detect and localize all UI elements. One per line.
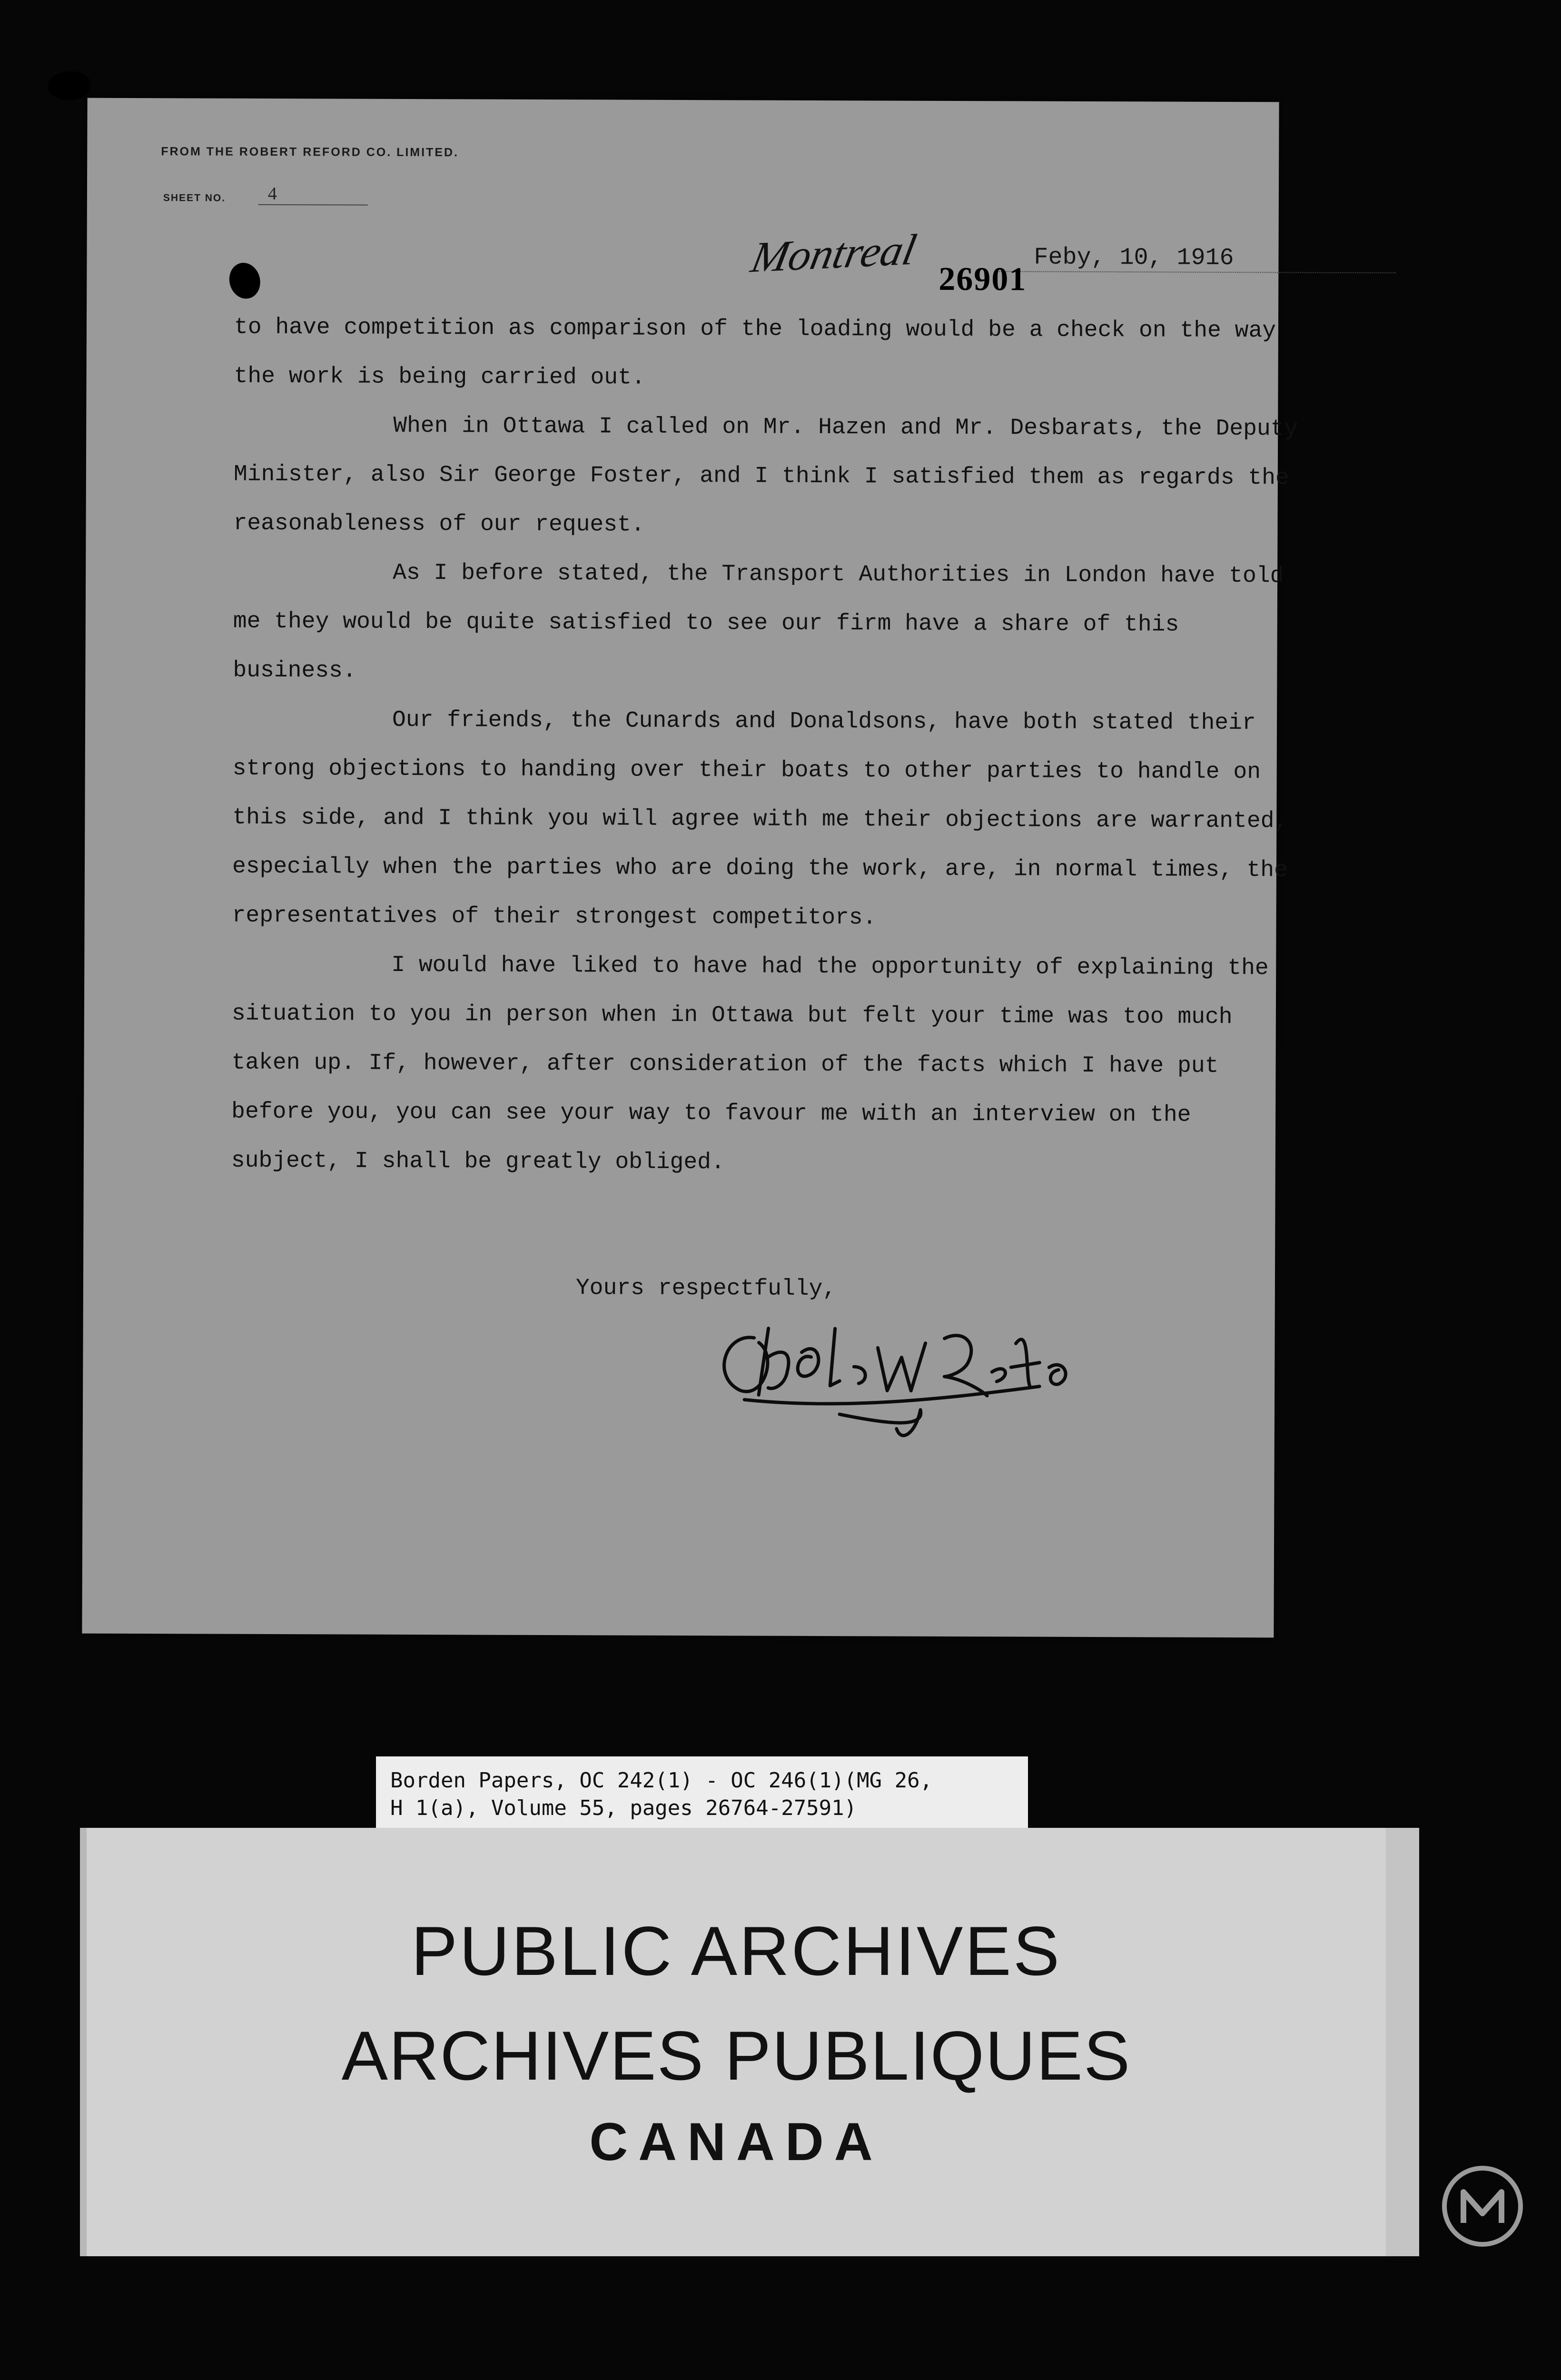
- paragraph-5: I would have liked to have had the opportunity of explaining the situation to you in person when in Ottawa but felt your time was too much taken up. If, however, after consideration of the facts which I have put before you, you can see your way to favour me with an interview on the subject, I shall be greatly obliged.: [231, 952, 1269, 1176]
- letterhead-firm: FROM THE ROBERT REFORD CO. LIMITED.: [161, 145, 459, 159]
- microfilm-logo-icon: [1437, 2161, 1528, 2251]
- sheet-number: 4: [258, 183, 368, 206]
- archive-card: [80, 1828, 1419, 2256]
- archive-stamp: 26901: [939, 260, 1027, 298]
- archive-card-line-1: PUBLIC ARCHIVES: [411, 1912, 1062, 1990]
- letter-page: [82, 98, 1298, 1638]
- archive-card-line-2: ARCHIVES PUBLIQUES: [341, 2017, 1131, 2094]
- reference-label: [376, 1756, 1028, 1833]
- paragraph-2: When in Ottawa I called on Mr. Hazen and Mr. Desbarats, the Deputy Minister, also Sir George Foster, and I think I satisfied them as regards the reasonableness of our request.: [233, 413, 1298, 538]
- letter-date: Feby, 10, 1916: [996, 244, 1395, 273]
- closing: Yours respectfully,: [575, 1275, 837, 1302]
- place-name: Montreal: [747, 225, 920, 282]
- paragraph-3: As I before stated, the Transport Authorities in London have told me they would be quite satisfied to see our firm have a share of this business.: [233, 560, 1284, 684]
- paragraph-1: to have competition as comparison of the loading would be a check on the way the work is being carried out.: [234, 314, 1276, 391]
- reference-line-1: Borden Papers, OC 242(1) - OC 246(1)(MG 26,: [390, 1768, 933, 1793]
- letter-body: [231, 303, 1310, 1190]
- reference-line-2: H 1(a), Volume 55, pages 26764-27591): [390, 1796, 857, 1820]
- signature: [697, 1299, 1097, 1453]
- film-blemish: [48, 71, 90, 100]
- punch-hole: [226, 259, 264, 302]
- paragraph-4: Our friends, the Cunards and Donaldsons, have both stated their strong objections to handing over their boats to other parties to handle on this side, and I think you will agree with me their objections are warranted, especially when the parties who are doing the work, are, in normal times, the representatives of their strongest competitors.: [232, 707, 1288, 931]
- sheet-label: SHEET NO.: [163, 192, 226, 204]
- archive-card-line-3: CANADA: [589, 2112, 883, 2172]
